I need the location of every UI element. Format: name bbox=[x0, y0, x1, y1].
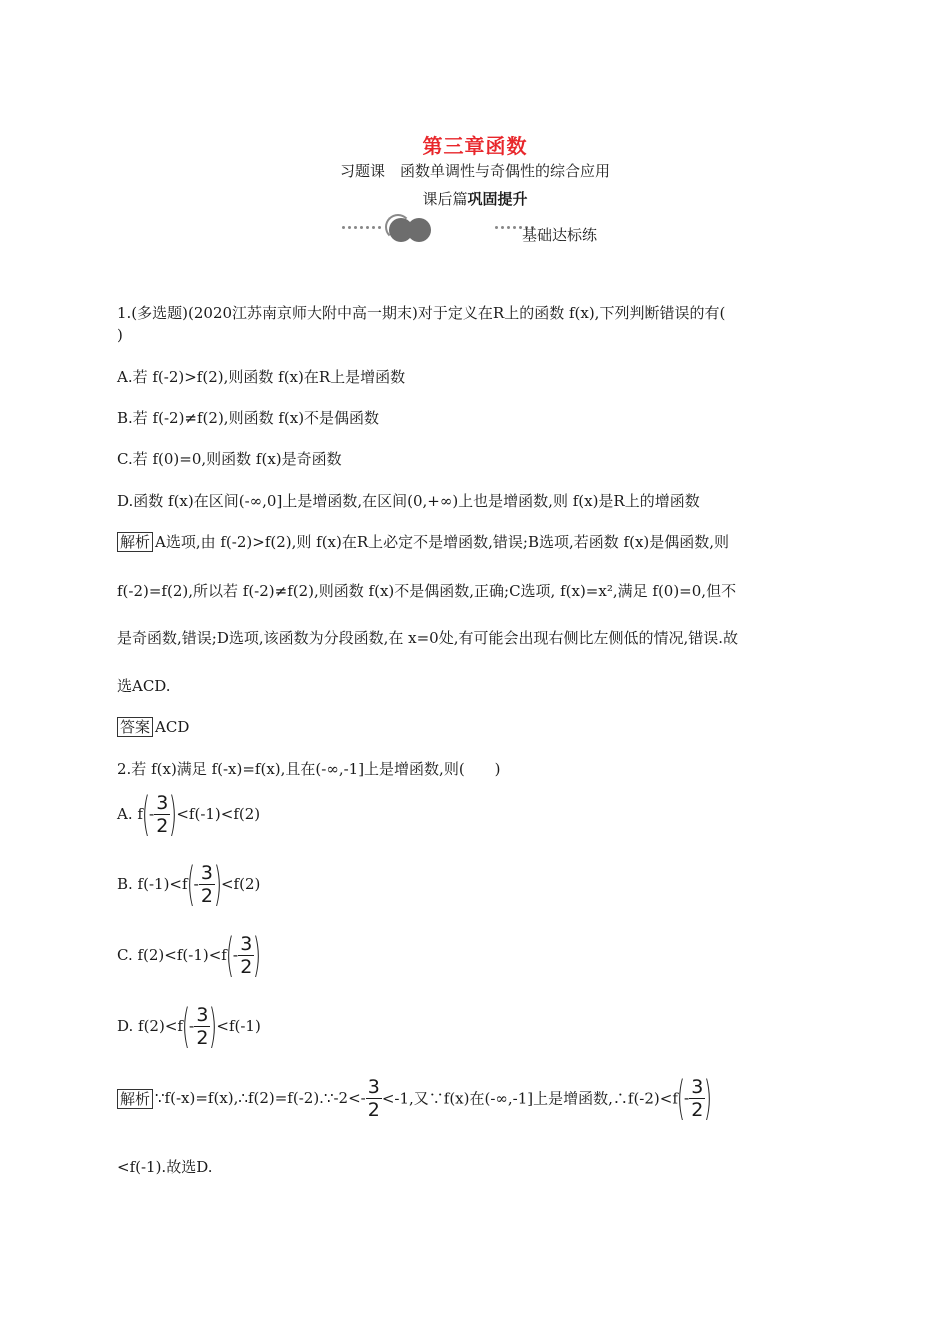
q2-stem: 2.若 f(x)满足 f(-x)=f(x),且在(-∞,-1]上是增函数,则( ) bbox=[117, 760, 501, 778]
q2-option-a: A. f(- $\frac{3}{2}$ )<f(-1)<f(2) bbox=[117, 787, 261, 841]
q1-analysis-line-3: 是奇函数,错误;D选项,该函数为分段函数,在 x=0处,有可能会出现右侧比左侧低的情况,错误.故 bbox=[117, 629, 739, 647]
fraction-three-halves: $\frac{3}{2}$ bbox=[367, 1075, 380, 1121]
analysis-tag: 解析 bbox=[117, 532, 153, 552]
analysis-tag: 解析 bbox=[117, 1089, 153, 1109]
fraction-three-halves: $\frac{3}{2}$ bbox=[156, 791, 169, 837]
q1-answer-value: ACD bbox=[155, 718, 190, 736]
q2-option-c: C. f(2)<f(-1)<f(- $\frac{3}{2}$ ) bbox=[117, 928, 262, 982]
q2-analysis-line-2: <f(-1).故选D. bbox=[117, 1158, 213, 1176]
fraction-three-halves: $\frac{3}{2}$ bbox=[200, 861, 214, 907]
q2-analysis-part-2: <-1,又∵f(x)在(-∞,-1]上是增函数,∴f(-2)<f bbox=[381, 1089, 678, 1108]
banner-dots-left bbox=[342, 226, 381, 229]
chapter-title: 第三章函数 bbox=[422, 134, 528, 158]
q1-option-d: D.函数 f(x)在区间(-∞,0]上是增函数,在区间(0,+∞)上也是增函数,则 f(x)是R上的增函数 bbox=[117, 492, 700, 510]
q1-analysis-text-1: A选项,由 f(-2)>f(2),则 f(x)在R上必定不是增函数,错误;B选项,若函数 f(x)是偶函数,则 bbox=[155, 533, 730, 551]
q2-option-b-suffix: <f(2) bbox=[220, 875, 261, 893]
q2-option-d-suffix: <f(-1) bbox=[216, 1017, 261, 1035]
q1-option-b: B.若 f(-2)≠f(2),则函数 f(x)不是偶函数 bbox=[117, 409, 380, 427]
fraction-three-halves: $\frac{3}{2}$ bbox=[240, 932, 253, 978]
banner-label: 基础达标练 bbox=[522, 226, 598, 244]
fraction-three-halves: $\frac{3}{2}$ bbox=[691, 1075, 704, 1121]
section-banner bbox=[340, 210, 640, 244]
q1-analysis-line-2: f(-2)=f(2),所以若 f(-2)≠f(2),则函数 f(x)不是偶函数,正确;C选项, f(x)=x²,满足 f(0)=0,但不 bbox=[117, 582, 737, 600]
q2-option-a-suffix: <f(-1)<f(2) bbox=[176, 805, 261, 823]
q1-option-a: A.若 f(-2)>f(2),则函数 f(x)在R上是增函数 bbox=[117, 368, 406, 386]
fraction-three-halves: $\frac{3}{2}$ bbox=[196, 1003, 209, 1049]
q2-option-b-prefix: B. f(-1)<f bbox=[117, 875, 188, 893]
q2-option-a-prefix: A. f bbox=[117, 805, 143, 823]
q1-analysis-line-4: 选ACD. bbox=[117, 677, 171, 695]
q2-analysis-part-1: ∵f(-x)=f(x),∴f(2)=f(-2).∵-2<- bbox=[155, 1089, 366, 1107]
section-prefix: 课后篇 bbox=[422, 190, 468, 208]
section-bold: 巩固提升 bbox=[467, 190, 528, 208]
q2-option-b: B. f(-1)<f(- $\frac{3}{2}$ )<f(2) bbox=[117, 857, 261, 911]
section-title bbox=[0, 188, 950, 209]
q1-stem-close: ) bbox=[117, 326, 123, 344]
q2-option-d-prefix: D. f(2)<f bbox=[117, 1017, 183, 1035]
answer-tag: 答案 bbox=[117, 717, 153, 737]
q1-analysis-line-1 bbox=[117, 531, 729, 552]
q2-option-c-prefix: C. f(2)<f(-1)<f bbox=[117, 946, 227, 964]
q1-answer bbox=[117, 716, 189, 737]
q1-stem: 1.(多选题)(2020江苏南京师大附中高一期末)对于定义在R上的函数 f(x),下列判断错误的有( bbox=[117, 304, 726, 322]
q2-analysis-line-1: 解析 ∵f(-x)=f(x),∴f(2)=f(-2).∵-2<- $\frac{3}{2}$ <-1,又∵f(x)在(-∞,-1]上是增函数,∴f(-2)<f(- $\frac{3}{2}$ ) bbox=[117, 1075, 711, 1121]
q2-option-d: D. f(2)<f(- $\frac{3}{2}$ )<f(-1) bbox=[117, 999, 261, 1053]
banner-circles-icon bbox=[383, 214, 439, 244]
q1-option-c: C.若 f(0)=0,则函数 f(x)是奇函数 bbox=[117, 450, 342, 468]
lesson-title: 习题课 函数单调性与奇偶性的综合应用 bbox=[339, 162, 610, 180]
